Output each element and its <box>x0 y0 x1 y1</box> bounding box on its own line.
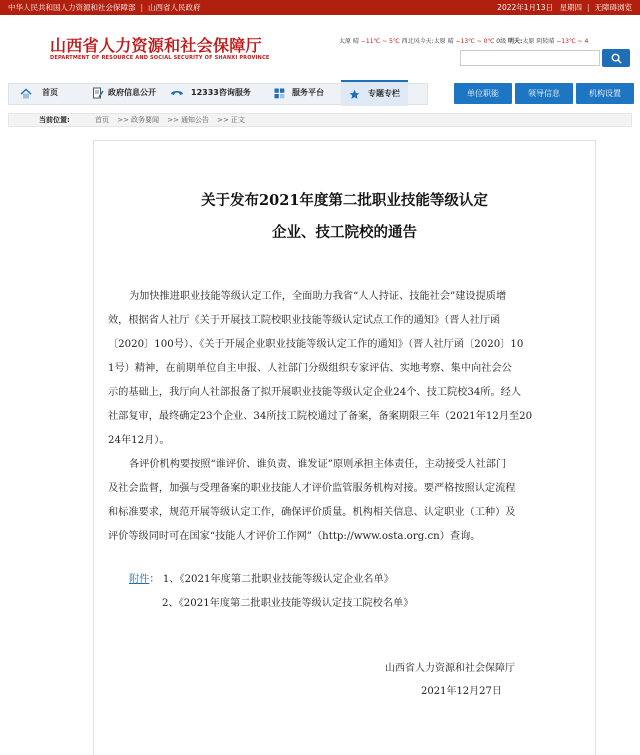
article-line: 和标准要求，规范开展等级认定工作，确保评价质量。机构相关信息、认定职业（工种）及 <box>108 507 516 518</box>
document-pen-icon <box>92 87 104 99</box>
article-line: 及社会监督，加强与受理备案的职业技能人才评价监管服务机构对接。要严格按照认定流程 <box>108 483 516 494</box>
article-line: 24年12月）。 <box>108 435 170 446</box>
organization-button[interactable]: 机构设置 <box>576 83 634 104</box>
nav-item-12333[interactable] <box>170 83 251 103</box>
home-icon <box>20 88 32 99</box>
phone-icon <box>170 88 184 98</box>
article-line: 效，根据省人社厅《关于开展技工院校职业技能等级认定试点工作的通知》（晋人社厅函 <box>108 315 501 326</box>
nav-item-service-platform[interactable] <box>274 83 324 103</box>
search-input[interactable] <box>460 50 600 66</box>
article-panel <box>93 140 596 755</box>
issue-date: 2021年12月27日 <box>421 686 502 697</box>
article-line: 示的基础上，我厅向人社部报备了拟开展职业技能等级认定企业24个、技工院校34所。经人 <box>108 387 522 398</box>
star-icon <box>349 89 360 100</box>
site-logo-title[interactable]: 山西省人力资源和社会保障厅 <box>50 36 262 55</box>
weather-info: 太原 晴 −11℃ ~ 5℃ 西北风今天:太原 晴 −13℃ ~ 0℃ 0级 明天:太原 阴转晴 −13℃ ~ 4 <box>339 38 589 45</box>
breadcrumb-notices[interactable]: 通知公告 <box>180 116 209 124</box>
nav-item-label: 首页 <box>42 88 58 97</box>
search-icon <box>611 53 622 64</box>
breadcrumb-label: 当前位置: <box>39 116 70 124</box>
grid-icon <box>274 88 285 99</box>
article-line: 评价等级同时可在国家“技能人才评价工作网”（http://www.osta.org.cn）查询。 <box>108 531 481 542</box>
top-weekday: 星期四 <box>559 3 582 12</box>
ministry-link[interactable]: 中华人民共和国人力资源和社会保障部 <box>8 3 136 12</box>
nav-item-label: 政府信息公开 <box>108 88 156 97</box>
attachment-row-1: 附件： 1、《2021年度第二批职业技能等级认定企业名单》 <box>129 574 394 585</box>
breadcrumb-news[interactable]: 政务要闻 <box>130 116 159 124</box>
nav-item-label: 服务平台 <box>292 88 324 97</box>
nav-item-label: 专题专栏 <box>368 89 400 98</box>
article-line: 1号）精神，在前期单位自主申报、人社部门分级组织专家评估、实地考察、集中向社会公 <box>108 363 512 374</box>
issuer-signature: 山西省人力资源和社会保障厅 <box>385 663 515 674</box>
nav-item-special-topics[interactable] <box>341 80 408 106</box>
attachment-link-1[interactable]: 1、《2021年度第二批职业技能等级认定企业名单》 <box>162 574 394 585</box>
article-line: 为加快推进职业技能等级认定工作，全面助力我省“人人持证、技能社会”建设提质增 <box>129 291 507 302</box>
breadcrumb-home[interactable]: 首页 <box>95 116 109 124</box>
article-line: 〔2020〕100号）、《关于开展企业职业技能等级认定工作的通知》（晋人社厅函〔2020〕10 <box>108 339 524 350</box>
site-logo-subtitle: DEPARTMENT OF RESOURCE AND SOCIAL SECURITY OF SHANXI PROVINCE <box>50 55 270 61</box>
nav-item-label: 12333咨询服务 <box>191 88 251 97</box>
top-date: 2022年1月13日 <box>497 3 554 12</box>
nav-item-gov-info[interactable] <box>92 83 156 103</box>
article-line: 社部复审，最终确定23个企业、34所技工院校通过了备案，备案期限三年（2021年12月至20 <box>108 411 533 422</box>
attachment-label[interactable]: 附件 <box>129 574 150 585</box>
nav-item-home[interactable] <box>20 83 58 103</box>
article-title-line1: 关于发布2021年度第二批职业技能等级认定 <box>201 192 488 209</box>
article-line: 各评价机构要按照“谁评价、谁负责、谁发证”原则承担主体责任，主动接受人社部门 <box>129 459 507 470</box>
breadcrumb: 当前位置: 首页 >> 政务要闻 >> 通知公告 >> 正文 <box>8 113 632 127</box>
article-title-line2: 企业、技工院校的通告 <box>272 224 417 241</box>
leadership-info-button[interactable]: 领导信息 <box>515 83 573 104</box>
top-bar: 中华人民共和国人力资源和社会保障部 | 山西省人民政府 2022年1月13日 星期四 | 无障碍浏览 <box>0 0 640 15</box>
province-gov-link[interactable]: 山西省人民政府 <box>148 3 201 12</box>
breadcrumb-current: 正文 <box>230 116 245 124</box>
search-button[interactable] <box>602 49 630 67</box>
site-header <box>0 15 640 75</box>
attachment-link-2[interactable]: 2、《2021年度第二批职业技能等级认定技工院校名单》 <box>162 598 414 609</box>
unit-functions-button[interactable]: 单位职能 <box>454 83 512 104</box>
main-nav <box>8 83 632 105</box>
accessibility-link[interactable]: 无障碍浏览 <box>594 3 632 12</box>
attachment-row-2 <box>162 594 413 609</box>
